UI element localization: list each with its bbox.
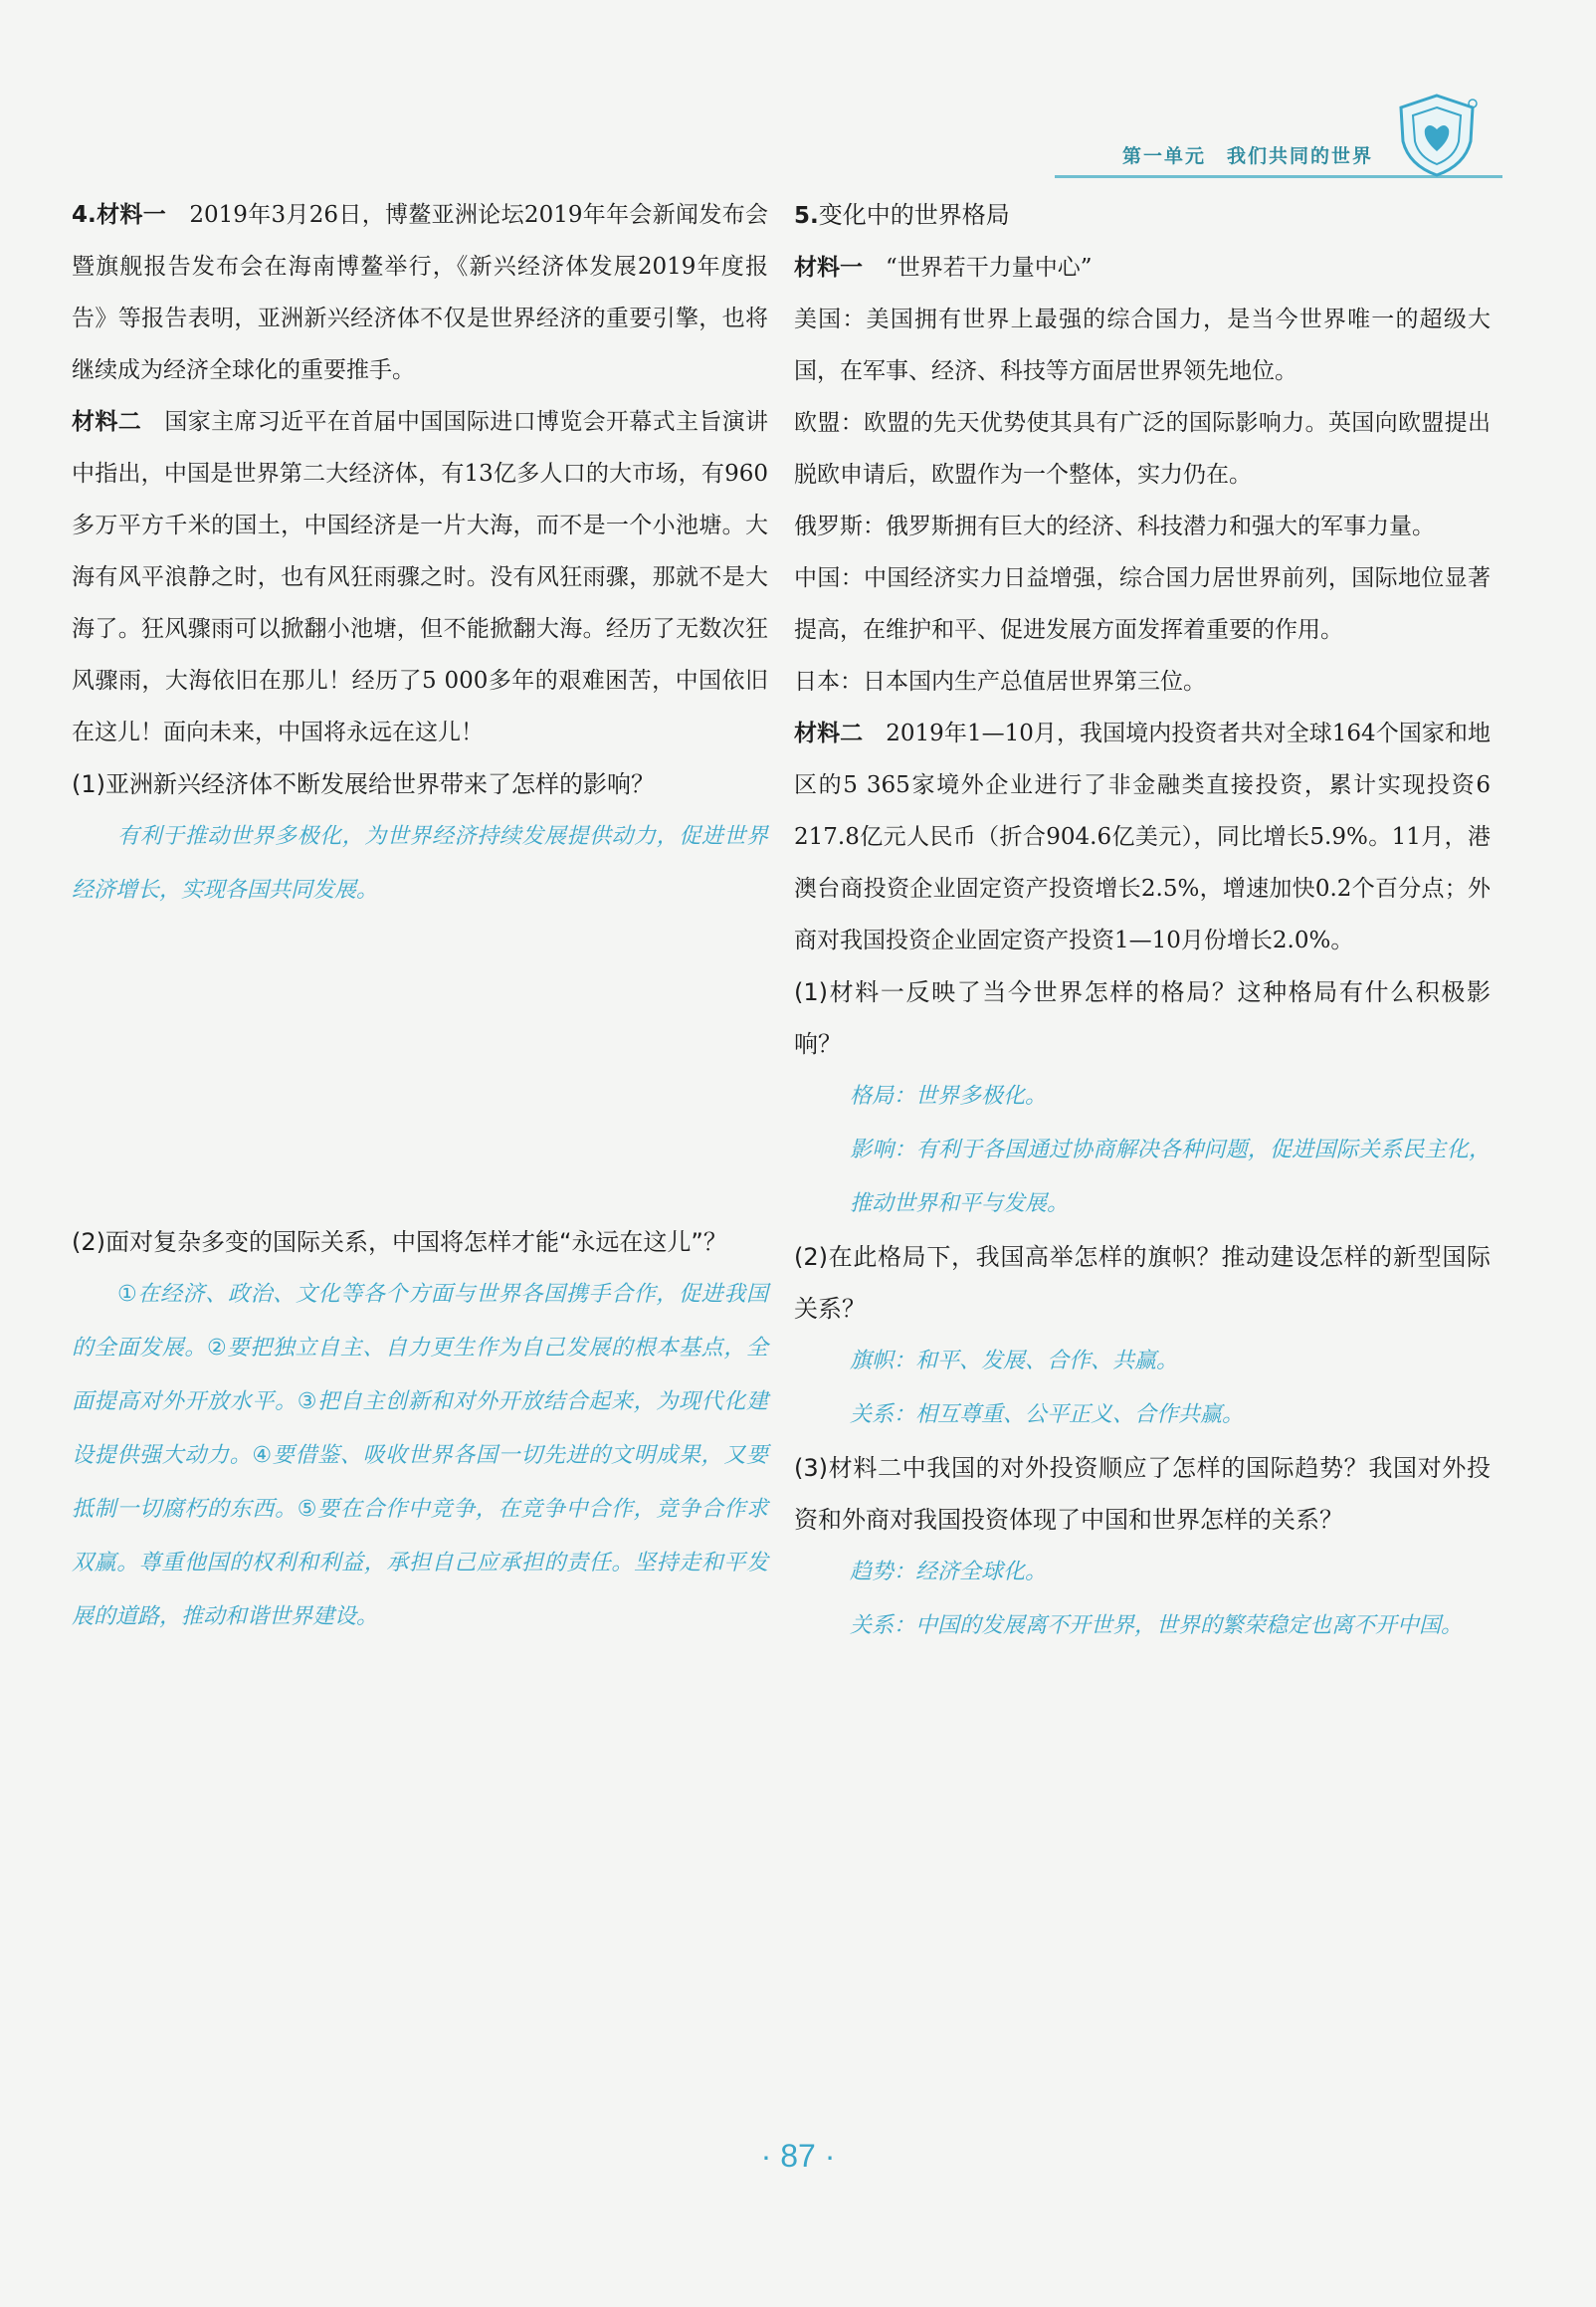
q5-japan: 日本：日本国内生产总值居世界第三位。	[794, 669, 1206, 695]
q5-material-1-label: 材料一	[794, 255, 863, 281]
shield-emblem-icon	[1393, 92, 1481, 179]
q4-number: 4.	[72, 202, 97, 228]
q5-eu: 欧盟：欧盟的先天优势使其具有广泛的国际影响力。英国向欧盟提出脱欧申请后，欧盟作为一个整体，实力仍在。	[794, 410, 1491, 488]
q5-material-1-heading	[794, 242, 1491, 294]
q5-answer-3-relation: 关系：中国的发展离不开世界，世界的繁荣稳定也离不开中国。	[850, 1613, 1464, 1638]
q4-material-2	[72, 396, 768, 758]
q5-china: 中国：中国经济实力日益增强，综合国力居世界前列，国际地位显著提高，在维护和平、促进发展方面发挥着重要的作用。	[794, 565, 1491, 643]
q5-usa: 美国：美国拥有世界上最强的综合国力，是当今世界唯一的超级大国，在军事、经济、科技等方面居世界领先地位。	[794, 307, 1491, 384]
q5-answer-3-trend: 趋势：经济全球化。	[850, 1560, 1048, 1584]
q5-number: 5.	[794, 203, 819, 229]
q5-title	[794, 189, 1491, 242]
q5-question-3: (3)材料二中我国的对外投资顺应了怎样的国际趋势？我国对外投资和外商对我国投资体现了中国和世界怎样的关系？	[794, 1454, 1491, 1534]
q4-question-2: (2)面对复杂多变的国际关系，中国将怎样才能“永远在这儿”？	[72, 1228, 727, 1256]
q4-material-1	[72, 189, 768, 396]
q5-title-text: 变化中的世界格局	[818, 201, 1010, 229]
page-header	[1055, 92, 1502, 181]
q5-question-1: (1)材料一反映了当今世界怎样的格局？这种格局有什么积极影响？	[794, 978, 1491, 1058]
q4-answer-1: 有利于推动世界多极化，为世界经济持续发展提供动力，促进世界经济增长，实现各国共同发展。	[72, 824, 768, 903]
q4-material-2-text: 国家主席习近平在首届中国国际进口博览会开幕式主旨演讲中指出，中国是世界第二大经济体，有13亿多人口的大市场，有960多万平方千米的国土，中国经济是一片大海，而不是一个小池塘。大海有风平浪静之时，也有风狂雨骤之时。没有风狂雨骤，那就不是大海了。狂风骤雨可以掀翻小池塘，但不能掀翻大海。经历了无数次狂风骤雨，大海依旧在那儿！经历了5 000多年的艰难困苦，中国依旧在这儿！面向未来，中国将永远在这儿！	[72, 409, 769, 745]
q5-answer-1-impact: 影响：有利于各国通过协商解决各种问题，促进国际关系民主化，推动世界和平与发展。	[850, 1138, 1491, 1216]
q5-question-2: (2)在此格局下，我国高举怎样的旗帜？推动建设怎样的新型国际关系？	[794, 1243, 1491, 1323]
q5-answer-2-flag: 旗帜：和平、发展、合作、共赢。	[850, 1349, 1179, 1373]
q5-material-1-title: “世界若干力量中心”	[886, 255, 1093, 281]
blank-space	[72, 918, 768, 1216]
q4-material-1-text: 2019年3月26日，博鳌亚洲论坛2019年年会新闻发布会暨旗舰报告发布会在海南博鳌举行，《新兴经济体发展2019年度报告》等报告表明，亚洲新兴经济体不仅是世界经济的重要引擎，也将继续成为经济全球化的重要推手。	[72, 202, 769, 383]
q5-material-2-label: 材料二	[794, 721, 864, 746]
q5-material-2	[794, 708, 1491, 966]
left-column	[72, 189, 768, 1644]
q4-question-1: (1)亚洲新兴经济体不断发展给世界带来了怎样的影响？	[72, 770, 655, 798]
q4-material-1-label: 材料一	[96, 202, 167, 228]
q5-material-2-text: 2019年1—10月，我国境内投资者共对全球164个国家和地区的5 365家境外企业进行了非金融类直接投资，累计实现投资6 217.8亿元人民币（折合904.6亿美元），同比增长5.9%。11月，港澳台商投资企业固定资产投资增长2.5%，增速加快0.2个百分点；外商对我国投资企业固定资产投资1—10月份增长2.0%。	[794, 721, 1492, 953]
q5-russia: 俄罗斯：俄罗斯拥有巨大的经济、科技潜力和强大的军事力量。	[794, 514, 1435, 539]
q4-material-2-label: 材料二	[72, 409, 142, 435]
q5-answer-1-pattern: 格局：世界多极化。	[850, 1084, 1048, 1109]
right-column	[794, 189, 1491, 1653]
q4-answer-2: ①在经济、政治、文化等各个方面与世界各国携手合作，促进我国的全面发展。②要把独立自主、自力更生作为自己发展的根本基点，全面提高对外开放水平。③把自主创新和对外开放结合起来，为现代化建设提供强大动力。④要借鉴、吸收世界各国一切先进的文明成果，又要抵制一切腐朽的东西。⑤要在合作中竞争，在竞争中合作，竞争合作求双赢。尊重他国的权利和利益，承担自己应承担的责任。坚持走和平发展的道路，推动和谐世界建设。	[72, 1282, 768, 1629]
q5-answer-2-relation: 关系：相互尊重、公平正义、合作共赢。	[850, 1402, 1245, 1427]
unit-title: 第一单元 我们共同的世界	[1121, 145, 1373, 167]
page-number: · 87 ·	[760, 2138, 836, 2174]
